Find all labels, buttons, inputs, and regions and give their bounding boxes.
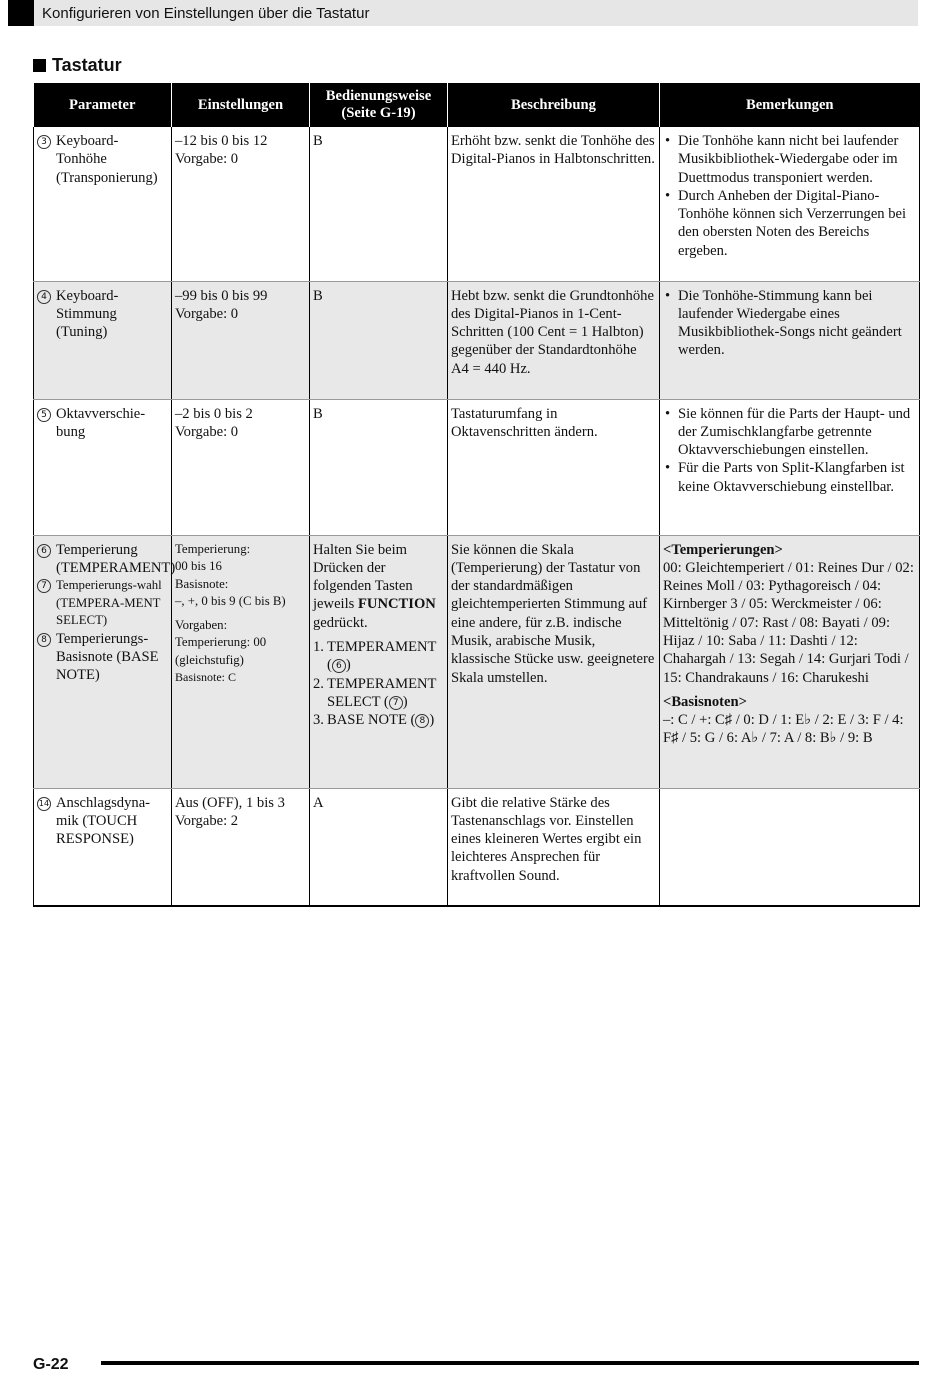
operation-cell (310, 535, 448, 788)
settings-default: Temperierung: 00 (gleichstufig) (175, 635, 267, 667)
param-name: Keyboard-Tonhöhe (Transponierung) (56, 133, 158, 186)
col-header-remarks: Bemerkungen (660, 83, 920, 127)
settings-range: –99 bis 0 bis 99 (175, 287, 268, 304)
remark-item: • Sie können für die Parts der Haupt- und der Zumischklangfarbe getrennte Oktavverschiebungen einstellen. (663, 405, 916, 460)
settings-label: Temperierung: (175, 541, 251, 556)
operation-step: 2. TEMPERAMENT SELECT ( 7 ) (313, 675, 437, 710)
remark-item: • Die Tonhöhe kann nicht bei laufender Musikbibliothek-Wiedergabe oder im Duettmodus transponiert werden. (663, 132, 916, 187)
settings-cell (172, 535, 310, 788)
circled-number-icon: 6 (37, 544, 51, 558)
col-header-description: Beschreibung (448, 83, 660, 127)
settings-range: –2 bis 0 bis 2 (175, 405, 253, 422)
circled-number-icon: 7 (389, 696, 403, 710)
col-header-operation: Bedienungsweise (Seite G-19) (310, 83, 448, 127)
temperament-list: 00: Gleichtemperiert / 01: Reines Dur / 02: Reines Moll / 03: Pythagoreisch / 04: Kirnberger 3 / 05: Werckmeister / 06: Mitteltönig / 07: Rast / 08: Bayati / 09: Hijaz / 10: Saba / 11: Dashti / 12: Chahargah / 13: Segah / 14: Gurjari Todi / 15: Chandrakauns / 16: Charukeshi (663, 559, 914, 686)
operation-intro: Halten Sie beim Drücken der folgenden Tasten jeweils FUNCTION gedrückt. (313, 541, 436, 631)
remark-item: • Für die Parts von Split-Klangfarben ist keine Oktavverschiebung einstellbar. (663, 459, 916, 496)
base-note-heading: <Basisnoten> (663, 693, 747, 710)
description-cell: Erhöht bzw. senkt die Tonhöhe des Digital-Pianos in Halbtonschritten. (448, 127, 660, 281)
page-header (8, 0, 918, 26)
section-title (33, 55, 122, 76)
param-cell (34, 788, 172, 906)
settings-cell (172, 399, 310, 535)
settings-default: Vorgabe: 0 (175, 423, 239, 440)
description-cell: Gibt die relative Stärke des Tastenanschlags vor. Einstellen eines kleineren Wertes ergibt ein leichteres Ansprechen für kraftvollen Sound. (448, 788, 660, 906)
operation-cell: B (310, 127, 448, 281)
remarks-cell (660, 127, 920, 281)
remarks-cell (660, 281, 920, 399)
remarks-cell (660, 535, 920, 788)
settings-default: Vorgabe: 0 (175, 151, 239, 168)
circled-number-icon: 6 (332, 659, 346, 673)
settings-label: Vorgaben: (175, 617, 228, 632)
settings-range: Aus (OFF), 1 bis 3 (175, 794, 285, 811)
table-row (34, 281, 920, 399)
col-header-parameter: Parameter (34, 83, 172, 127)
settings-cell (172, 127, 310, 281)
settings-range: 00 bis 16 (175, 559, 222, 573)
operation-cell: B (310, 281, 448, 399)
header-marker (8, 0, 34, 26)
settings-label: Basisnote: (175, 576, 229, 591)
section-title-text: Tastatur (52, 55, 122, 75)
settings-default: Vorgabe: 0 (175, 305, 239, 322)
remark-item: • Durch Anheben der Digital-Piano-Tonhöhe können sich Verzerrungen bei den obersten Noten des Bereichs ergeben. (663, 187, 916, 260)
settings-range: –12 bis 0 bis 12 (175, 133, 268, 149)
table-row (34, 535, 920, 788)
remark-item: • Die Tonhöhe-Stimmung kann bei laufender Wiedergabe eines Musikbibliothek-Songs nicht geändert werden. (663, 287, 916, 360)
remarks-cell (660, 399, 920, 535)
circled-number-icon: 8 (415, 714, 429, 728)
operation-cell: A (310, 788, 448, 906)
description-cell: Hebt bzw. senkt die Grundtonhöhe des Digital-Pianos in 1-Cent-Schritten (100 Cent = 1 Halbton) gegenüber der Standardtonhöhe A4 = 440 Hz. (448, 281, 660, 399)
circled-number-icon: 5 (37, 408, 51, 422)
section-square-icon (33, 59, 46, 72)
table-row (34, 788, 920, 906)
table-row (34, 399, 920, 535)
param-name: Anschlagsdyna-mik (TOUCH RESPONSE) (56, 794, 151, 848)
operation-step: 1. TEMPERAMENT ( 6 ) (313, 638, 437, 674)
param-name: Temperierungs-wahl (TEMPERA-MENT SELECT) (56, 578, 162, 628)
table-row (34, 127, 920, 281)
operation-cell: B (310, 399, 448, 535)
param-name: Temperierungs-Basisnote (BASE NOTE) (56, 630, 159, 684)
circled-number-icon: 8 (37, 633, 51, 647)
settings-cell (172, 281, 310, 399)
circled-number-icon: 14 (37, 797, 51, 811)
circled-number-icon: 4 (37, 290, 51, 304)
param-cell (34, 127, 172, 281)
base-note-list: –: C / +: C♯ / 0: D / 1: E♭ / 2: E / 3: F / 4: F♯ / 5: G / 6: A♭ / 7: A / 8: B♭ / 9: B (663, 712, 904, 747)
table-header-row (34, 83, 920, 127)
param-name: Temperierung (TEMPERAMENT) (56, 541, 176, 576)
page-number: G-22 (33, 1356, 69, 1373)
col-header-settings: Einstellungen (172, 83, 310, 127)
param-name: Oktavverschie-bung (56, 405, 146, 440)
settings-cell (172, 788, 310, 906)
description-cell: Tastaturumfang in Oktavenschritten ändern. (448, 399, 660, 535)
settings-default: Basisnote: C (175, 670, 237, 684)
param-cell (34, 281, 172, 399)
operation-step: 3. BASE NOTE ( 8 ) (313, 712, 435, 729)
temperament-heading: <Temperierungen> (663, 541, 783, 558)
description-cell: Sie können die Skala (Temperierung) der Tastatur von der standardmäßigen gleichtemperierten Stimmung auf eine andere, für z.B. indische Musik, arabische Musik, klassische Stücke usw. geeignetere Skala umstellen. (448, 535, 660, 788)
settings-range: –, +, 0 bis 9 (C bis B) (175, 594, 286, 608)
header-title: Konfigurieren von Einstellungen über die Tastatur (42, 4, 370, 22)
circled-number-icon: 3 (37, 135, 51, 149)
settings-table (33, 83, 920, 907)
circled-number-icon: 7 (37, 579, 51, 593)
footer-rule (101, 1361, 919, 1365)
remarks-cell (660, 788, 920, 906)
function-key-label: FUNCTION (358, 596, 436, 613)
param-name: Keyboard-Stimmung (Tuning) (56, 287, 119, 341)
param-cell (34, 535, 176, 788)
param-cell (34, 399, 172, 535)
settings-default: Vorgabe: 2 (175, 812, 239, 829)
